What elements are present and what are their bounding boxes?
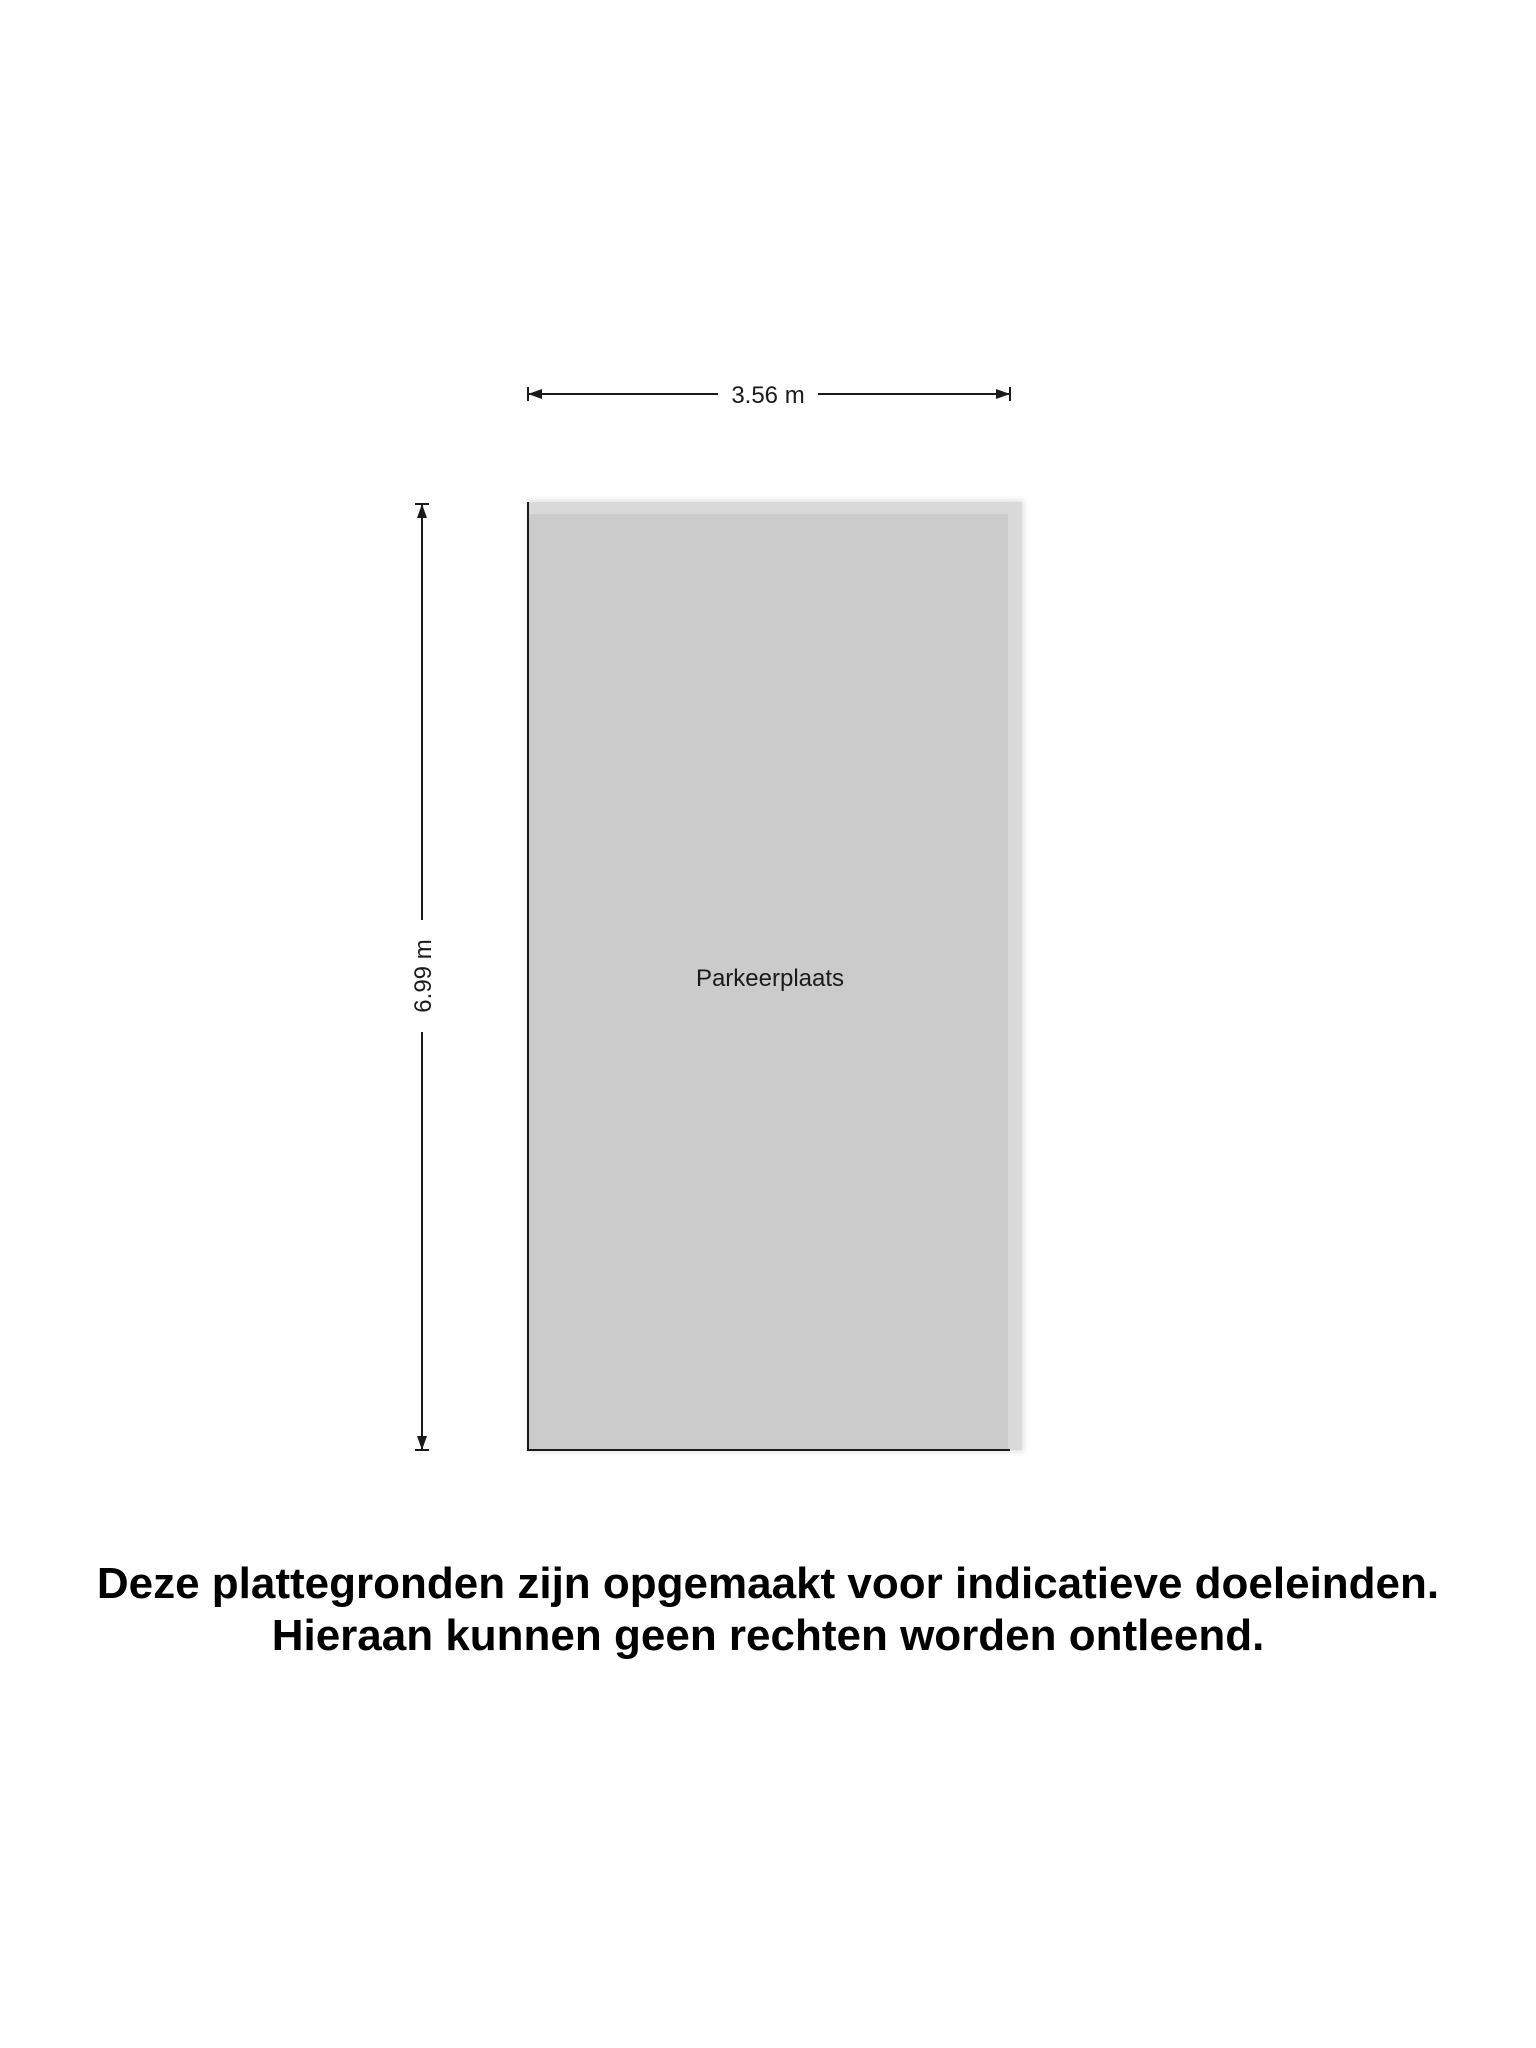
width-dimension-label: 3.56 m <box>731 382 805 409</box>
arrow-down-icon <box>417 1436 427 1450</box>
height-dimension-label: 6.99 m <box>410 939 437 1013</box>
disclaimer-line-2: Hieraan kunnen geen rechten worden ontleend. <box>271 1611 1265 1660</box>
width-dimension <box>528 382 1010 409</box>
room-parkeerplaats <box>527 500 1024 1452</box>
disclaimer-line-1: Deze plattegronden zijn opgemaakt voor indicatieve doeleinden. <box>96 1559 1440 1608</box>
wall-right <box>1008 502 1022 1450</box>
height-dimension <box>410 504 437 1450</box>
room-label: Parkeerplaats <box>695 965 845 992</box>
arrow-right-icon <box>996 389 1010 399</box>
arrow-left-icon <box>528 389 542 399</box>
wall-top <box>528 502 1008 514</box>
arrow-up-icon <box>417 504 427 518</box>
